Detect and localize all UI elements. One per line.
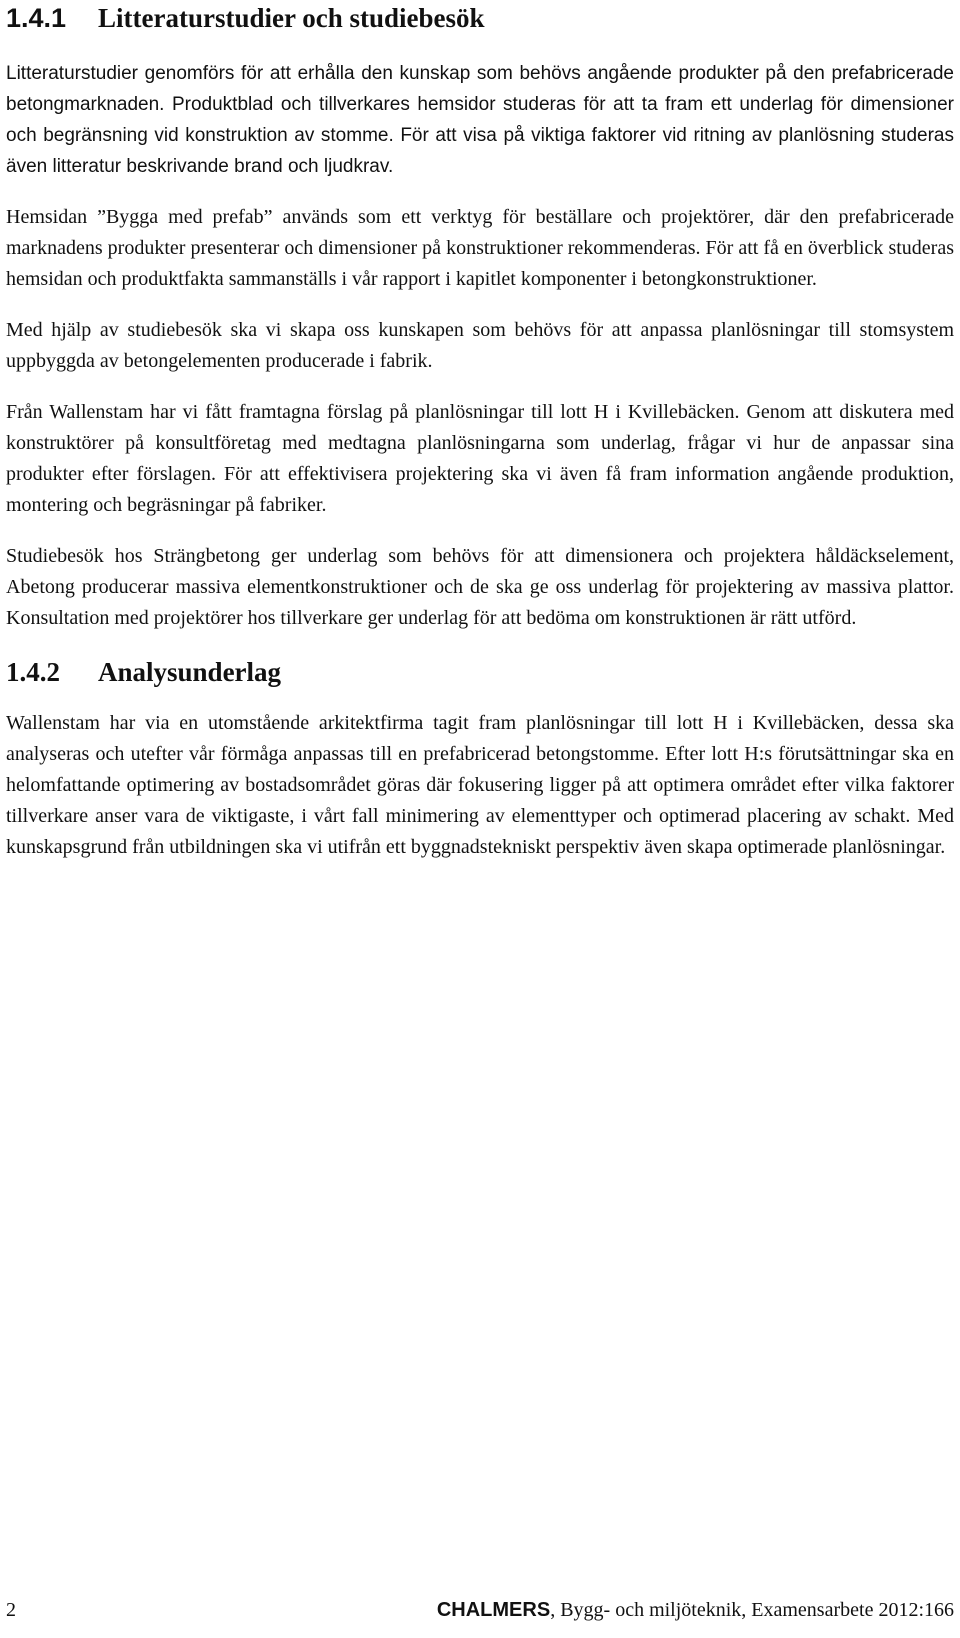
section-number: 1.4.1 (6, 3, 67, 33)
section-title: Litteraturstudier och studiebesök (98, 3, 485, 33)
page-footer (6, 1590, 954, 1630)
section-title: Analysunderlag (98, 657, 282, 687)
footer-text: , Bygg- och miljöteknik, Examensarbete 2012:166 (550, 1599, 954, 1621)
paragraph: Litteraturstudier genomförs för att erhålla den kunskap som behövs angående produkter på den prefabricerade betongmarknaden. Produktblad och tillverkares hemsidor studeras för att ta fram ett underlag för dimensioner och begränsning vid konstruktion av stomme. För att visa på viktiga faktorer vid ritning av planlösning studeras även litteratur beskrivande brand och ljudkrav. (6, 63, 954, 177)
footer-citation (437, 1590, 954, 1630)
paragraph: Wallenstam har via en utomstående arkitektfirma tagit fram planlösningar till lott H i Kvillebäcken, dessa ska analyseras och utefter vår förmåga anpassas till en prefabricerad betongstomme. Efter lott H:s förutsättningar ska en helomfattande optimering av bostadsområdet göras där fokusering ligger på att optimera området efter vilka faktorer tillverkare anser vara de viktigaste, i vårt fall minimering av elementtyper och optimerad placering av schakt. Med kunskapsgrund från utbildningen ska vi utifrån ett byggnadstekniskt perspektiv även skapa optimerade planlösningar. (6, 712, 954, 858)
page-content (6, 0, 954, 883)
chalmers-brand: CHALMERS (436, 1599, 551, 1621)
paragraph: Hemsidan ”Bygga med prefab” används som ett verktyg för beställare och projektörer, där den prefabricerade marknadens produkter presenterar och dimensioner på konstruktioner rekommenderas. För att få en överblick studeras hemsidan och produktfakta sammanställs i vår rapport i kapitlet komponenter i betongkonstruktioner. (6, 206, 954, 290)
paragraph: Studiebesök hos Strängbetong ger underlag som behövs för att dimensionera och projektera håldäckselement, Abetong producerar massiva elementkonstruktioner och de ska ge oss underlag för projektering av massiva plattor. Konsultation med projektörer hos tillverkare ger underlag för att bedöma om konstruktionen är rätt utförd. (6, 545, 954, 629)
section-heading-1-4-2 (6, 654, 954, 690)
section-number: 1.4.2 (6, 657, 60, 687)
section-heading-1-4-1 (6, 0, 954, 36)
paragraph: Från Wallenstam har vi fått framtagna förslag på planlösningar till lott H i Kvillebäcken. Genom att diskutera med konstruktörer på konsultföretag med medtagna planlösningarna som underlag, frågar vi hur de anpassar sina produkter efter förslagen. För att effektivisera projektering ska vi även få fram information angående produktion, montering och begräsningar på fabriker. (6, 401, 954, 516)
page-number: 2 (6, 1599, 16, 1621)
paragraph: Med hjälp av studiebesök ska vi skapa oss kunskapen som behövs för att anpassa planlösningar till stomsystem uppbyggda av betongelementen producerade i fabrik. (6, 319, 954, 372)
